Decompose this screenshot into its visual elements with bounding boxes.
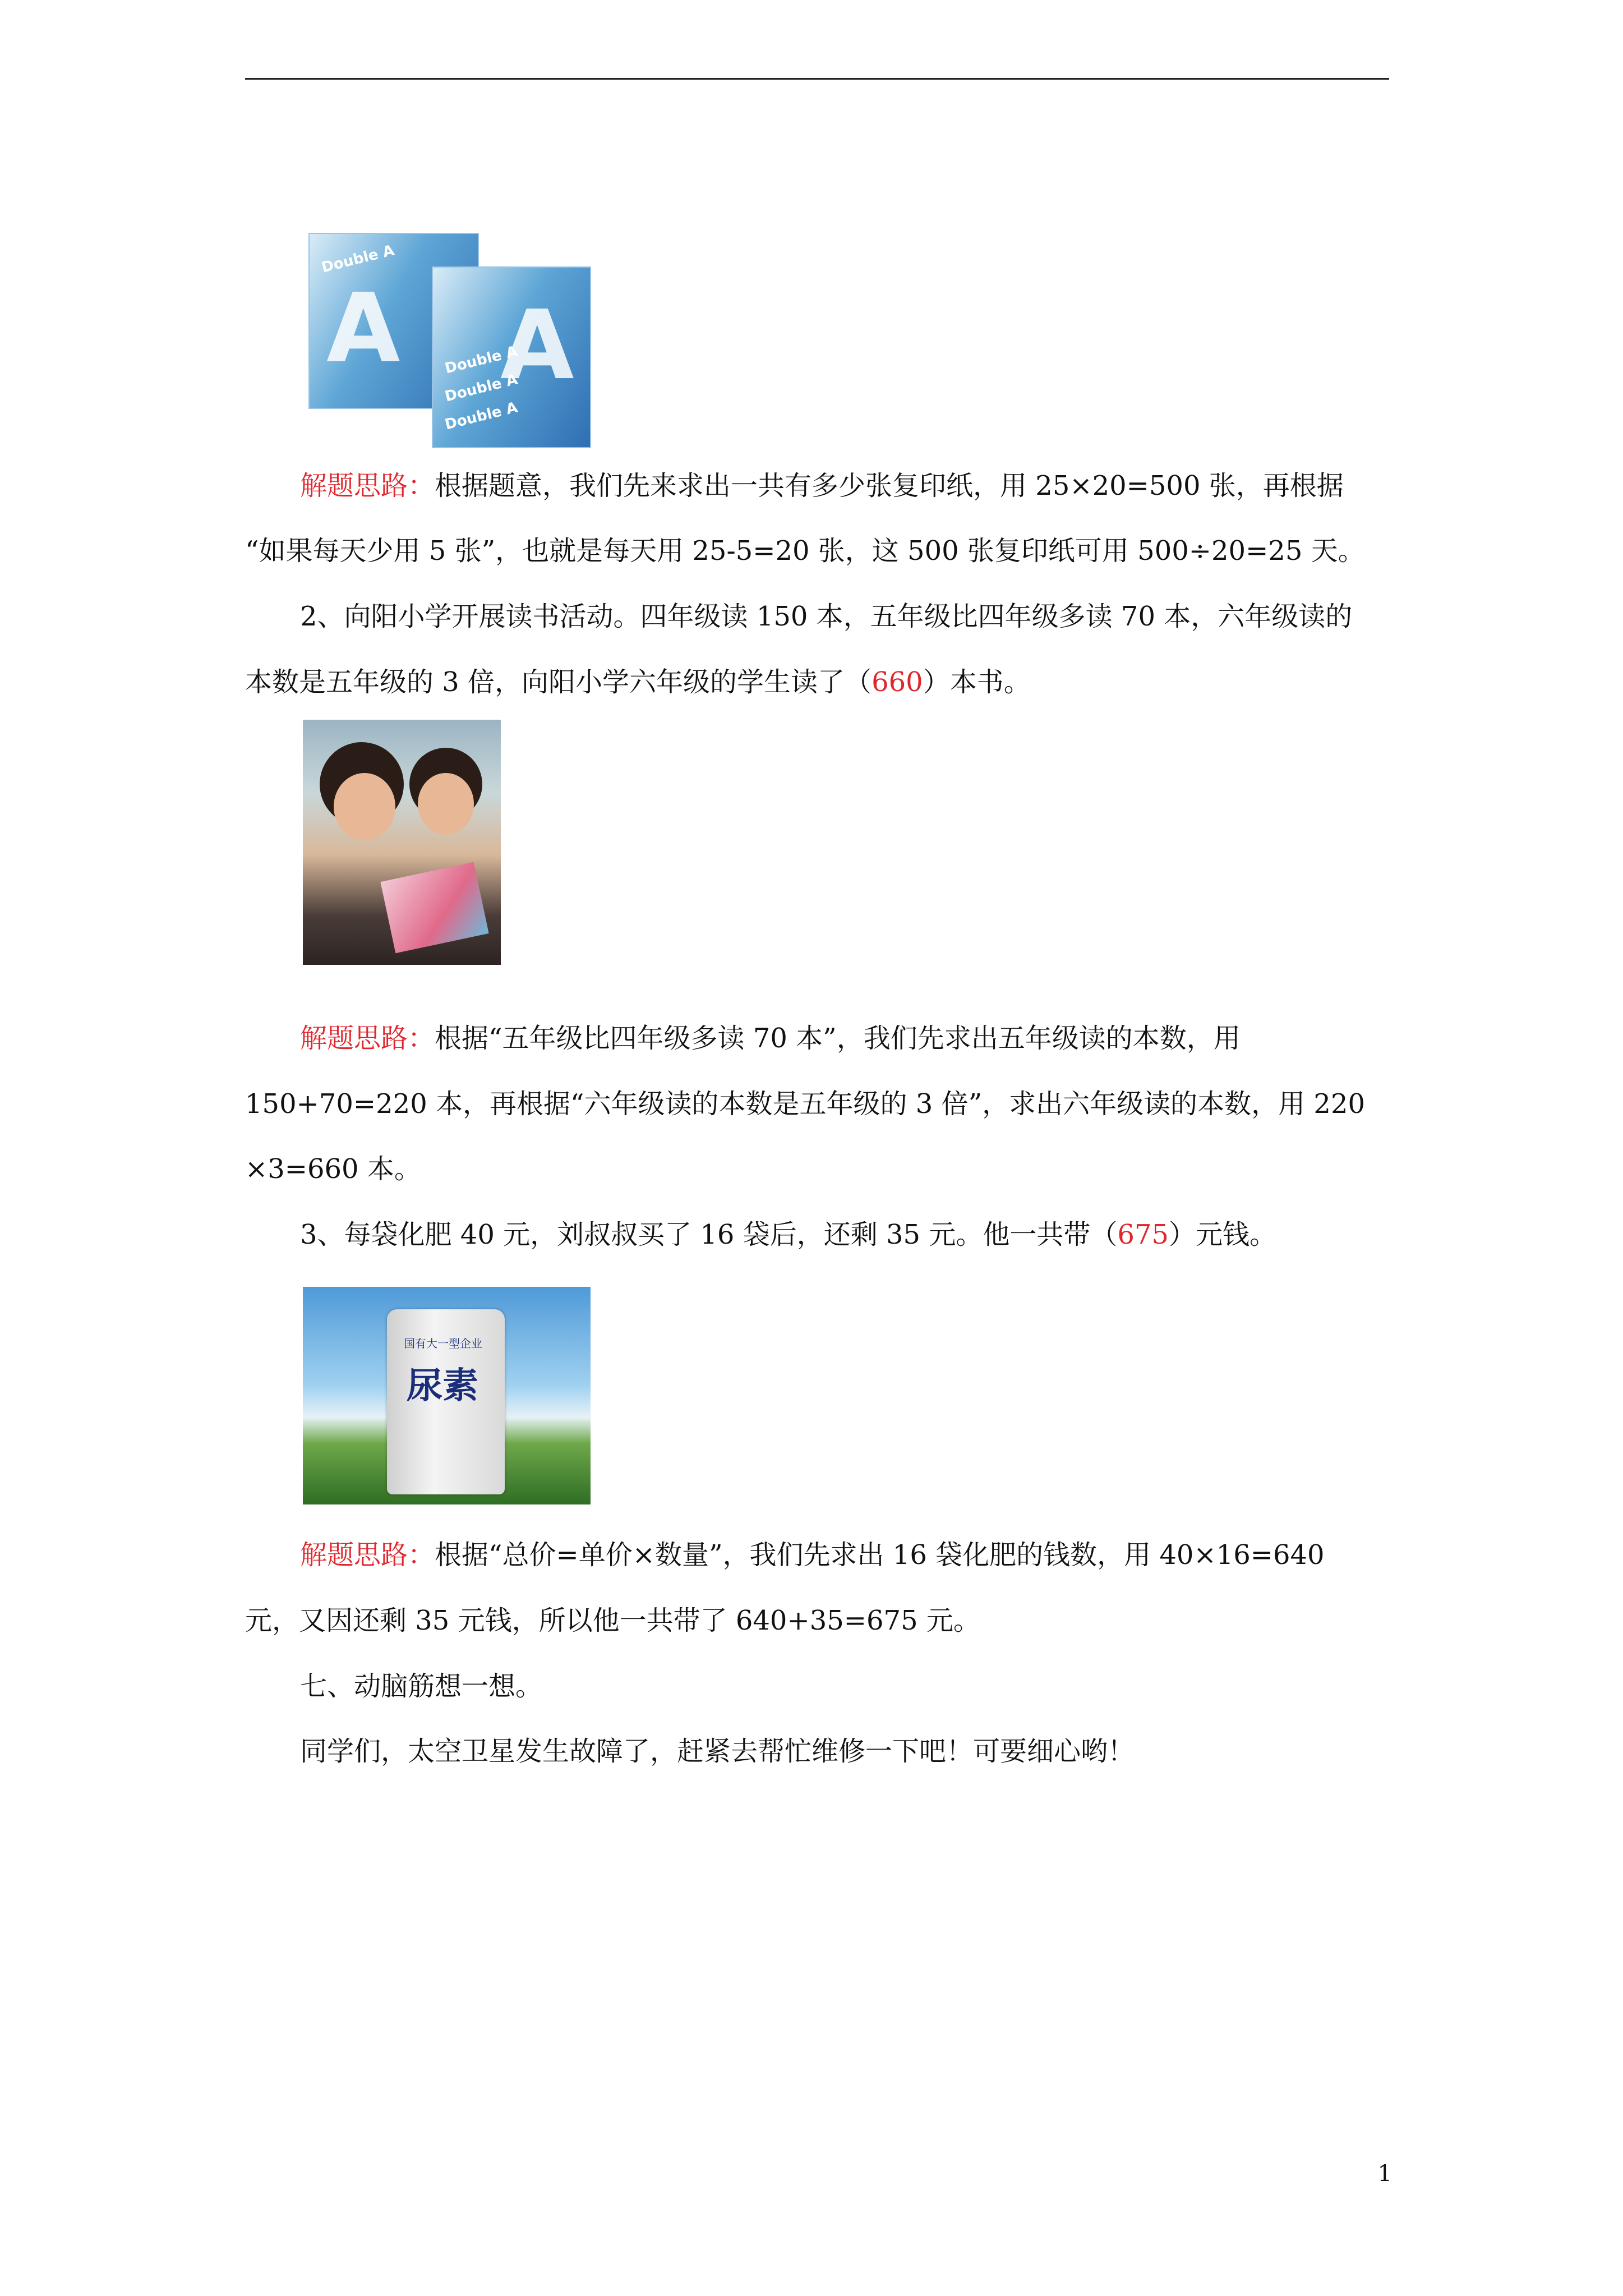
question-text: 3、每袋化肥 40 元，刘叔叔买了 16 袋后，还剩 35 元。他一共带（ (300, 1219, 1118, 1250)
question-text: 本数是五年级的 3 倍，向阳小学六年级的学生读了（ (245, 666, 872, 698)
solution-label: 解题思路： (300, 1539, 435, 1571)
question-text: ）元钱。 (1168, 1219, 1276, 1250)
solution-2-line-1 (245, 1018, 1444, 1059)
fertilizer-bag-image (303, 1287, 591, 1504)
question-text: ）本书。 (923, 666, 1031, 698)
fertilizer-bag (387, 1309, 505, 1494)
solution-2-line-2: 150+70=220 本，再根据“六年级读的本数是五年级的 3 倍”，求出六年级读的本数，用 220 (245, 1088, 1366, 1120)
solution-2-line-3: ×3=660 本。 (245, 1153, 421, 1185)
page-number: 1 (1377, 2161, 1392, 2187)
bag-label-top: 国有大一型企业 (404, 1337, 482, 1350)
paper-brand-label: Double A (320, 242, 396, 277)
solution-1-line-2: “如果每天少用 5 张”，也就是每天用 25-5=20 张，这 500 张复印纸可用 500÷20=25 天。 (245, 535, 1365, 567)
children-reading-image (303, 720, 501, 965)
open-book (380, 862, 488, 954)
question-2-line-1: 2、向阳小学开展读书活动。四年级读 150 本，五年级比四年级多读 70 本，六年级读的 (300, 601, 1353, 632)
solution-label: 解题思路： (300, 1023, 435, 1054)
box-letter-a: A (500, 290, 574, 401)
section-7-intro: 同学们，太空卫星发生故障了，赶紧去帮忙维修一下吧！可要细心哟！ (300, 1736, 1135, 1767)
question-3 (245, 1214, 1444, 1255)
box-letter-a: A (326, 273, 400, 384)
paper-brand-label: Double A (443, 371, 519, 406)
header-rule (245, 78, 1389, 80)
solution-1-line-1 (245, 466, 1444, 506)
solution-text: 根据“总价=单价×数量”，我们先求出 16 袋化肥的钱数，用 40×16=640 (435, 1539, 1325, 1571)
paper-brand-label: Double A (443, 343, 519, 378)
answer-value: 660 (872, 666, 923, 698)
child-face (418, 773, 474, 835)
solution-text: 根据题意，我们先来求出一共有多少张复印纸，用 25×20=500 张，再根据 (435, 470, 1344, 501)
question-2-line-2 (245, 662, 1389, 702)
paper-box-front (432, 266, 591, 448)
child-face (334, 773, 395, 840)
solution-3-line-2: 元，又因还剩 35 元钱，所以他一共带了 640+35=675 元。 (245, 1605, 980, 1636)
solution-3-line-1 (245, 1535, 1444, 1575)
bag-label-main: 尿素 (407, 1365, 478, 1407)
copy-paper-image (303, 199, 594, 449)
paper-brand-label: Double A (443, 399, 519, 434)
answer-value: 675 (1117, 1219, 1169, 1250)
solution-label: 解题思路： (300, 470, 435, 501)
solution-text: 根据“五年级比四年级多读 70 本”，我们先求出五年级读的本数，用 (435, 1023, 1241, 1054)
section-7-heading: 七、动脑筋想一想。 (300, 1671, 543, 1702)
